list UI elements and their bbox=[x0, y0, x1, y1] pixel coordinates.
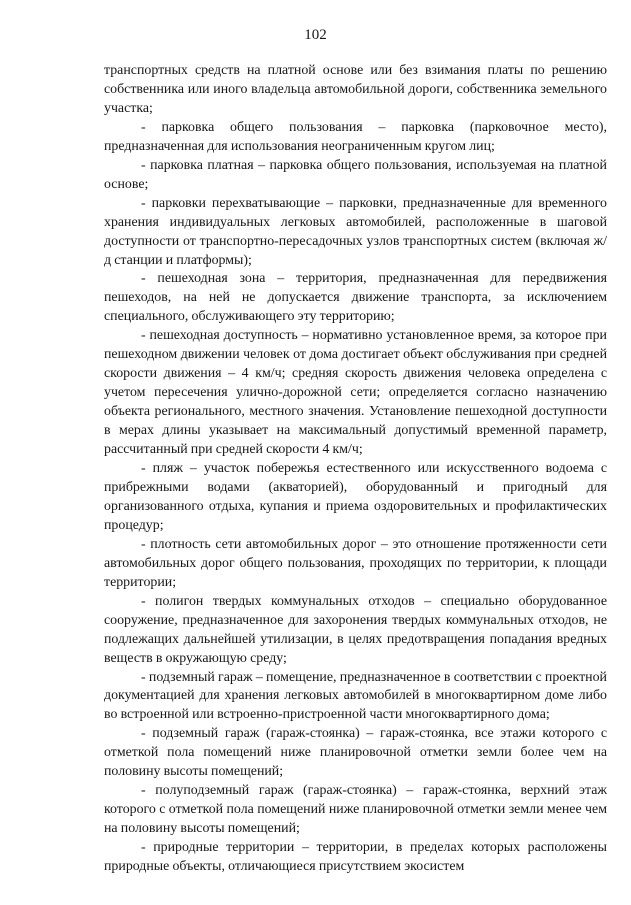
definition-underground-garage-parking: - подземный гараж (гараж-стоянка) – гараж-стоянка, все этажи которого с отметкой пола помещений ниже планировочной отметки земли более чем на половину высоты помещений; bbox=[104, 726, 607, 780]
definition-public-parking: - парковка общего пользования – парковка (парковочное место), предназначенная для использования неограниченным кругом лиц; bbox=[104, 119, 607, 154]
definition-landfill: - полигон твердых коммунальных отходов – специально оборудованное сооружение, предназначенное для захоронения твердых коммунальных отходов, не подлежащих дальнейшей утилизации, в целях предотвращения попадания вредных веществ в окружающую среду; bbox=[104, 593, 607, 666]
definition-park-and-ride: - парковки перехватывающие – парковки, предназначенные для временного хранения индивидуальных легковых автомобилей, расположенные в шаговой доступности от транспортно-пересадочных узлов транспортных систем (включая ж/д станции и платформы); bbox=[104, 195, 607, 268]
definition-pedestrian-zone: - пешеходная зона – территория, предназначенная для передвижения пешеходов, на ней не допускается движение транспорта, за исключением специального, обслуживающего эту территорию; bbox=[104, 271, 607, 325]
definition-natural-territories: - природные территории – территории, в пределах которых расположены природные объекты, отличающиеся присутствием экосистем bbox=[104, 840, 607, 875]
definition-semi-underground-garage: - полуподземный гараж (гараж-стоянка) – гараж-стоянка, верхний этаж которого с отметкой пола помещений ниже планировочной отметки земли менее чем на половину высоты помещений; bbox=[104, 783, 607, 837]
definition-road-network-density: - плотность сети автомобильных дорог – это отношение протяженности сети автомобильных дорог общего пользования, проходящих по территории, к площади территории; bbox=[104, 536, 607, 590]
page-number: 102 bbox=[304, 27, 327, 43]
text-body bbox=[104, 62, 607, 877]
paragraph-continuation: транспортных средств на платной основе или без взимания платы по решению собственника или иного владельца автомобильной дороги, собственника земельного участка; bbox=[104, 63, 607, 116]
definition-underground-garage: - подземный гараж – помещение, предназначенное в соответствии с проектной документацией для хранения легковых автомобилей в многоквартирном доме либо во встроенной или встроенно-пристроенной части многоквартирного дома; bbox=[104, 669, 607, 723]
definition-pedestrian-accessibility: - пешеходная доступность – нормативно установленное время, за которое при пешеходном движении человек от дома достигает объект обслуживания при средней скорости движения – 4 км/ч; средняя скорость движения человека определена с учетом пересечения улично-дорожной сети; определяется согласно назначению объекта регионального, местного значения. Установление пешеходной доступности в мерах длины указывает на максимальный допустимый временной параметр, рассчитанный при средней скорости 4 км/ч; bbox=[104, 328, 607, 458]
definition-paid-parking: - парковка платная – парковка общего пользования, используемая на платной основе; bbox=[104, 157, 607, 192]
definition-beach: - пляж – участок побережья естественного или искусственного водоема с прибрежными водами (акваторией), оборудованный и пригодный для организованного отдыха, купания и приема оздоровительных и профилактических процедур; bbox=[104, 461, 607, 533]
